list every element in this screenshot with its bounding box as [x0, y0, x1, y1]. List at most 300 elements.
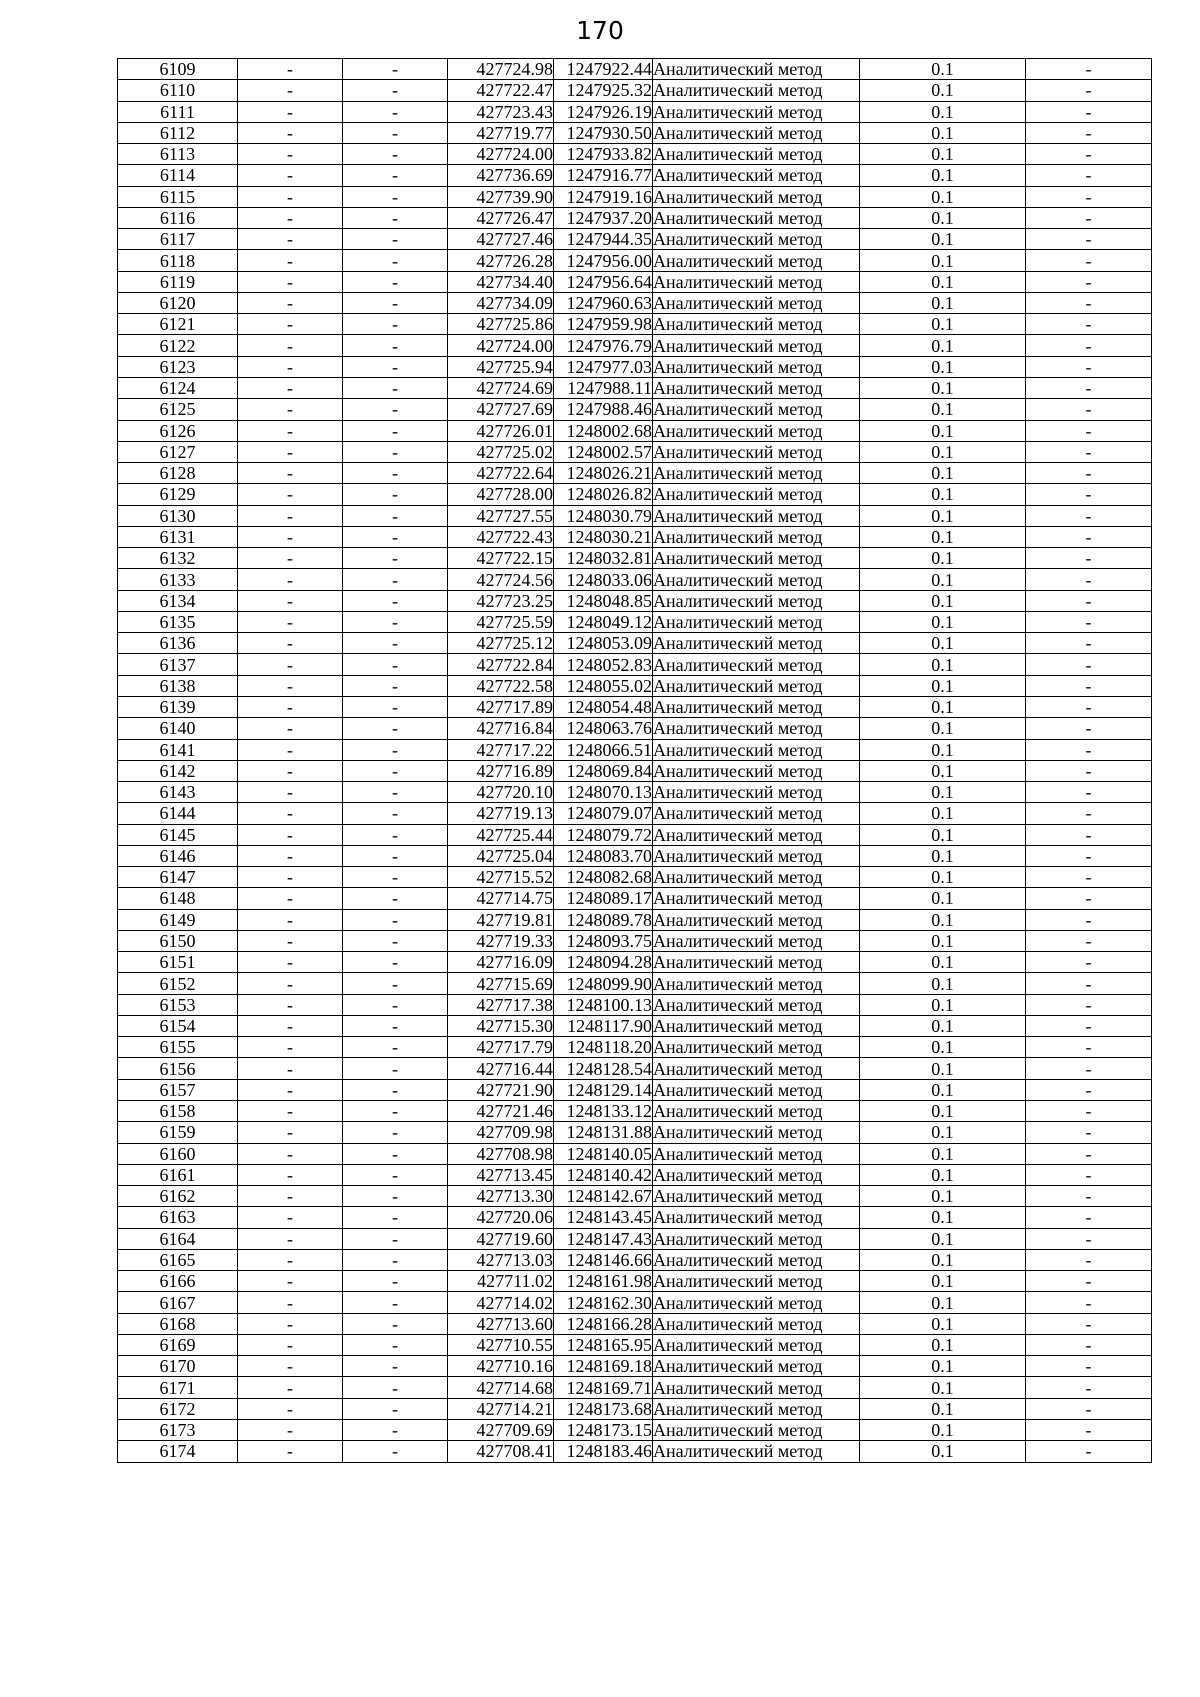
dash-cell: -: [1026, 165, 1152, 186]
point-number-cell: 6169: [118, 1334, 238, 1355]
dash-cell: -: [343, 122, 448, 143]
table-row: [118, 441, 1152, 462]
table-row: [118, 1249, 1152, 1270]
x-coordinate-cell: 427727.55: [448, 505, 554, 526]
y-coordinate-cell: 1248173.15: [554, 1420, 653, 1441]
accuracy-cell: 0.1: [860, 888, 1026, 909]
accuracy-cell: 0.1: [860, 377, 1026, 398]
dash-cell: -: [238, 1292, 343, 1313]
table-row: [118, 973, 1152, 994]
table-row: [118, 165, 1152, 186]
method-cell: Аналитический метод: [653, 101, 860, 122]
y-coordinate-cell: 1248118.20: [554, 1037, 653, 1058]
dash-cell: -: [343, 824, 448, 845]
x-coordinate-cell: 427725.86: [448, 314, 554, 335]
dash-cell: -: [1026, 1249, 1152, 1270]
accuracy-cell: 0.1: [860, 1292, 1026, 1313]
point-number-cell: 6158: [118, 1101, 238, 1122]
x-coordinate-cell: 427725.04: [448, 845, 554, 866]
dash-cell: -: [1026, 952, 1152, 973]
accuracy-cell: 0.1: [860, 1101, 1026, 1122]
dash-cell: -: [238, 718, 343, 739]
dash-cell: -: [1026, 675, 1152, 696]
dash-cell: -: [1026, 80, 1152, 101]
y-coordinate-cell: 1248183.46: [554, 1441, 653, 1462]
y-coordinate-cell: 1248117.90: [554, 1015, 653, 1036]
x-coordinate-cell: 427716.44: [448, 1058, 554, 1079]
method-cell: Аналитический метод: [653, 526, 860, 547]
dash-cell: -: [343, 250, 448, 271]
accuracy-cell: 0.1: [860, 930, 1026, 951]
x-coordinate-cell: 427720.06: [448, 1207, 554, 1228]
y-coordinate-cell: 1248099.90: [554, 973, 653, 994]
y-coordinate-cell: 1248147.43: [554, 1228, 653, 1249]
x-coordinate-cell: 427722.43: [448, 526, 554, 547]
dash-cell: -: [238, 973, 343, 994]
accuracy-cell: 0.1: [860, 782, 1026, 803]
dash-cell: -: [343, 271, 448, 292]
table-row: [118, 122, 1152, 143]
table-row: [118, 994, 1152, 1015]
coordinates-table: [117, 58, 1152, 1463]
y-coordinate-cell: 1248002.57: [554, 441, 653, 462]
dash-cell: -: [343, 1037, 448, 1058]
point-number-cell: 6119: [118, 271, 238, 292]
method-cell: Аналитический метод: [653, 760, 860, 781]
dash-cell: -: [238, 463, 343, 484]
table-row: [118, 1164, 1152, 1185]
method-cell: Аналитический метод: [653, 1377, 860, 1398]
x-coordinate-cell: 427722.58: [448, 675, 554, 696]
accuracy-cell: 0.1: [860, 229, 1026, 250]
method-cell: Аналитический метод: [653, 1249, 860, 1270]
point-number-cell: 6157: [118, 1079, 238, 1100]
dash-cell: -: [238, 548, 343, 569]
method-cell: Аналитический метод: [653, 1122, 860, 1143]
accuracy-cell: 0.1: [860, 824, 1026, 845]
dash-cell: -: [238, 994, 343, 1015]
point-number-cell: 6164: [118, 1228, 238, 1249]
dash-cell: -: [238, 1249, 343, 1270]
method-cell: Аналитический метод: [653, 930, 860, 951]
dash-cell: -: [343, 1271, 448, 1292]
point-number-cell: 6115: [118, 186, 238, 207]
accuracy-cell: 0.1: [860, 101, 1026, 122]
dash-cell: -: [238, 845, 343, 866]
dash-cell: -: [238, 314, 343, 335]
table-row: [118, 1186, 1152, 1207]
accuracy-cell: 0.1: [860, 696, 1026, 717]
x-coordinate-cell: 427719.33: [448, 930, 554, 951]
point-number-cell: 6122: [118, 335, 238, 356]
y-coordinate-cell: 1247977.03: [554, 356, 653, 377]
y-coordinate-cell: 1248053.09: [554, 633, 653, 654]
x-coordinate-cell: 427734.40: [448, 271, 554, 292]
dash-cell: -: [238, 505, 343, 526]
y-coordinate-cell: 1247916.77: [554, 165, 653, 186]
table-row: [118, 739, 1152, 760]
point-number-cell: 6146: [118, 845, 238, 866]
dash-cell: -: [1026, 356, 1152, 377]
dash-cell: -: [238, 1377, 343, 1398]
method-cell: Аналитический метод: [653, 1143, 860, 1164]
x-coordinate-cell: 427722.15: [448, 548, 554, 569]
table-row: [118, 633, 1152, 654]
dash-cell: -: [1026, 1101, 1152, 1122]
dash-cell: -: [343, 399, 448, 420]
point-number-cell: 6162: [118, 1186, 238, 1207]
x-coordinate-cell: 427720.10: [448, 782, 554, 803]
dash-cell: -: [238, 675, 343, 696]
dash-cell: -: [1026, 994, 1152, 1015]
table-row: [118, 909, 1152, 930]
dash-cell: -: [1026, 122, 1152, 143]
dash-cell: -: [1026, 760, 1152, 781]
dash-cell: -: [238, 441, 343, 462]
dash-cell: -: [1026, 888, 1152, 909]
accuracy-cell: 0.1: [860, 718, 1026, 739]
dash-cell: -: [343, 1058, 448, 1079]
accuracy-cell: 0.1: [860, 1058, 1026, 1079]
table-row: [118, 611, 1152, 632]
dash-cell: -: [343, 1143, 448, 1164]
dash-cell: -: [1026, 1207, 1152, 1228]
method-cell: Аналитический метод: [653, 399, 860, 420]
point-number-cell: 6130: [118, 505, 238, 526]
y-coordinate-cell: 1248052.83: [554, 654, 653, 675]
dash-cell: -: [1026, 186, 1152, 207]
accuracy-cell: 0.1: [860, 1356, 1026, 1377]
dash-cell: -: [1026, 207, 1152, 228]
y-coordinate-cell: 1247956.00: [554, 250, 653, 271]
dash-cell: -: [238, 229, 343, 250]
point-number-cell: 6129: [118, 484, 238, 505]
method-cell: Аналитический метод: [653, 1186, 860, 1207]
table-row: [118, 1292, 1152, 1313]
y-coordinate-cell: 1248142.67: [554, 1186, 653, 1207]
accuracy-cell: 0.1: [860, 526, 1026, 547]
dash-cell: -: [238, 867, 343, 888]
dash-cell: -: [238, 824, 343, 845]
x-coordinate-cell: 427724.00: [448, 144, 554, 165]
dash-cell: -: [343, 1249, 448, 1270]
accuracy-cell: 0.1: [860, 207, 1026, 228]
dash-cell: -: [343, 1420, 448, 1441]
table-row: [118, 590, 1152, 611]
method-cell: Аналитический метод: [653, 1101, 860, 1122]
point-number-cell: 6111: [118, 101, 238, 122]
dash-cell: -: [1026, 526, 1152, 547]
method-cell: Аналитический метод: [653, 356, 860, 377]
dash-cell: -: [343, 888, 448, 909]
table-row: [118, 888, 1152, 909]
y-coordinate-cell: 1248069.84: [554, 760, 653, 781]
x-coordinate-cell: 427717.38: [448, 994, 554, 1015]
dash-cell: -: [1026, 1271, 1152, 1292]
method-cell: Аналитический метод: [653, 186, 860, 207]
accuracy-cell: 0.1: [860, 952, 1026, 973]
y-coordinate-cell: 1248033.06: [554, 569, 653, 590]
x-coordinate-cell: 427721.46: [448, 1101, 554, 1122]
accuracy-cell: 0.1: [860, 569, 1026, 590]
dash-cell: -: [343, 994, 448, 1015]
table-row: [118, 377, 1152, 398]
dash-cell: -: [238, 484, 343, 505]
point-number-cell: 6154: [118, 1015, 238, 1036]
table-row: [118, 952, 1152, 973]
dash-cell: -: [343, 654, 448, 675]
dash-cell: -: [238, 1101, 343, 1122]
point-number-cell: 6128: [118, 463, 238, 484]
x-coordinate-cell: 427713.03: [448, 1249, 554, 1270]
method-cell: Аналитический метод: [653, 1228, 860, 1249]
accuracy-cell: 0.1: [860, 1143, 1026, 1164]
accuracy-cell: 0.1: [860, 505, 1026, 526]
dash-cell: -: [238, 1015, 343, 1036]
table-row: [118, 292, 1152, 313]
y-coordinate-cell: 1247976.79: [554, 335, 653, 356]
x-coordinate-cell: 427725.44: [448, 824, 554, 845]
point-number-cell: 6126: [118, 420, 238, 441]
method-cell: Аналитический метод: [653, 1207, 860, 1228]
point-number-cell: 6123: [118, 356, 238, 377]
dash-cell: -: [1026, 250, 1152, 271]
accuracy-cell: 0.1: [860, 1186, 1026, 1207]
point-number-cell: 6155: [118, 1037, 238, 1058]
accuracy-cell: 0.1: [860, 1207, 1026, 1228]
table-row: [118, 782, 1152, 803]
dash-cell: -: [343, 186, 448, 207]
dash-cell: -: [343, 803, 448, 824]
point-number-cell: 6142: [118, 760, 238, 781]
method-cell: Аналитический метод: [653, 420, 860, 441]
dash-cell: -: [238, 1122, 343, 1143]
dash-cell: -: [1026, 377, 1152, 398]
dash-cell: -: [238, 739, 343, 760]
accuracy-cell: 0.1: [860, 314, 1026, 335]
method-cell: Аналитический метод: [653, 1420, 860, 1441]
y-coordinate-cell: 1247925.32: [554, 80, 653, 101]
point-number-cell: 6152: [118, 973, 238, 994]
x-coordinate-cell: 427736.69: [448, 165, 554, 186]
table-row: [118, 186, 1152, 207]
method-cell: Аналитический метод: [653, 80, 860, 101]
dash-cell: -: [343, 611, 448, 632]
method-cell: Аналитический метод: [653, 1398, 860, 1419]
table-row: [118, 824, 1152, 845]
point-number-cell: 6145: [118, 824, 238, 845]
table-row: [118, 1101, 1152, 1122]
dash-cell: -: [238, 165, 343, 186]
dash-cell: -: [1026, 1398, 1152, 1419]
point-number-cell: 6148: [118, 888, 238, 909]
dash-cell: -: [238, 526, 343, 547]
y-coordinate-cell: 1248083.70: [554, 845, 653, 866]
dash-cell: -: [1026, 782, 1152, 803]
x-coordinate-cell: 427722.64: [448, 463, 554, 484]
y-coordinate-cell: 1248002.68: [554, 420, 653, 441]
dash-cell: -: [238, 782, 343, 803]
dash-cell: -: [343, 1377, 448, 1398]
dash-cell: -: [238, 952, 343, 973]
method-cell: Аналитический метод: [653, 675, 860, 696]
accuracy-cell: 0.1: [860, 1334, 1026, 1355]
y-coordinate-cell: 1248169.71: [554, 1377, 653, 1398]
table-row: [118, 59, 1152, 80]
method-cell: Аналитический метод: [653, 484, 860, 505]
method-cell: Аналитический метод: [653, 1292, 860, 1313]
method-cell: Аналитический метод: [653, 782, 860, 803]
method-cell: Аналитический метод: [653, 973, 860, 994]
y-coordinate-cell: 1248094.28: [554, 952, 653, 973]
dash-cell: -: [343, 1164, 448, 1185]
y-coordinate-cell: 1248063.76: [554, 718, 653, 739]
dash-cell: -: [343, 930, 448, 951]
x-coordinate-cell: 427717.22: [448, 739, 554, 760]
y-coordinate-cell: 1248066.51: [554, 739, 653, 760]
method-cell: Аналитический метод: [653, 909, 860, 930]
accuracy-cell: 0.1: [860, 292, 1026, 313]
accuracy-cell: 0.1: [860, 909, 1026, 930]
point-number-cell: 6112: [118, 122, 238, 143]
dash-cell: -: [343, 675, 448, 696]
dash-cell: -: [238, 654, 343, 675]
x-coordinate-cell: 427708.98: [448, 1143, 554, 1164]
table-row: [118, 1122, 1152, 1143]
accuracy-cell: 0.1: [860, 1037, 1026, 1058]
dash-cell: -: [343, 569, 448, 590]
point-number-cell: 6163: [118, 1207, 238, 1228]
dash-cell: -: [1026, 611, 1152, 632]
dash-cell: -: [343, 463, 448, 484]
point-number-cell: 6117: [118, 229, 238, 250]
dash-cell: -: [1026, 739, 1152, 760]
dash-cell: -: [238, 1313, 343, 1334]
y-coordinate-cell: 1248030.21: [554, 526, 653, 547]
y-coordinate-cell: 1248140.05: [554, 1143, 653, 1164]
table-row: [118, 250, 1152, 271]
dash-cell: -: [1026, 314, 1152, 335]
dash-cell: -: [238, 1356, 343, 1377]
table-row: [118, 1313, 1152, 1334]
table-row: [118, 696, 1152, 717]
accuracy-cell: 0.1: [860, 633, 1026, 654]
method-cell: Аналитический метод: [653, 739, 860, 760]
table-row: [118, 1420, 1152, 1441]
point-number-cell: 6121: [118, 314, 238, 335]
dash-cell: -: [343, 845, 448, 866]
x-coordinate-cell: 427717.79: [448, 1037, 554, 1058]
table-row: [118, 569, 1152, 590]
dash-cell: -: [343, 526, 448, 547]
dash-cell: -: [343, 165, 448, 186]
dash-cell: -: [343, 548, 448, 569]
table-row: [118, 271, 1152, 292]
method-cell: Аналитический метод: [653, 335, 860, 356]
dash-cell: -: [1026, 930, 1152, 951]
point-number-cell: 6131: [118, 526, 238, 547]
dash-cell: -: [238, 80, 343, 101]
y-coordinate-cell: 1247960.63: [554, 292, 653, 313]
dash-cell: -: [343, 207, 448, 228]
point-number-cell: 6133: [118, 569, 238, 590]
dash-cell: -: [238, 1441, 343, 1462]
point-number-cell: 6144: [118, 803, 238, 824]
accuracy-cell: 0.1: [860, 845, 1026, 866]
point-number-cell: 6153: [118, 994, 238, 1015]
y-coordinate-cell: 1248143.45: [554, 1207, 653, 1228]
x-coordinate-cell: 427722.47: [448, 80, 554, 101]
y-coordinate-cell: 1247919.16: [554, 186, 653, 207]
dash-cell: -: [1026, 569, 1152, 590]
accuracy-cell: 0.1: [860, 399, 1026, 420]
accuracy-cell: 0.1: [860, 420, 1026, 441]
table-row: [118, 548, 1152, 569]
dash-cell: -: [238, 1143, 343, 1164]
dash-cell: -: [238, 1058, 343, 1079]
dash-cell: -: [343, 1015, 448, 1036]
method-cell: Аналитический метод: [653, 952, 860, 973]
accuracy-cell: 0.1: [860, 1313, 1026, 1334]
x-coordinate-cell: 427722.84: [448, 654, 554, 675]
dash-cell: -: [1026, 867, 1152, 888]
x-coordinate-cell: 427723.43: [448, 101, 554, 122]
table-row: [118, 718, 1152, 739]
y-coordinate-cell: 1248048.85: [554, 590, 653, 611]
accuracy-cell: 0.1: [860, 1398, 1026, 1419]
y-coordinate-cell: 1248049.12: [554, 611, 653, 632]
x-coordinate-cell: 427716.09: [448, 952, 554, 973]
table-row: [118, 1015, 1152, 1036]
point-number-cell: 6124: [118, 377, 238, 398]
method-cell: Аналитический метод: [653, 377, 860, 398]
method-cell: Аналитический метод: [653, 569, 860, 590]
point-number-cell: 6166: [118, 1271, 238, 1292]
dash-cell: -: [1026, 824, 1152, 845]
dash-cell: -: [343, 101, 448, 122]
method-cell: Аналитический метод: [653, 548, 860, 569]
dash-cell: -: [343, 1122, 448, 1143]
dash-cell: -: [1026, 1356, 1152, 1377]
accuracy-cell: 0.1: [860, 611, 1026, 632]
table-row: [118, 1228, 1152, 1249]
y-coordinate-cell: 1248161.98: [554, 1271, 653, 1292]
method-cell: Аналитический метод: [653, 463, 860, 484]
accuracy-cell: 0.1: [860, 59, 1026, 80]
y-coordinate-cell: 1248026.21: [554, 463, 653, 484]
dash-cell: -: [343, 335, 448, 356]
dash-cell: -: [238, 803, 343, 824]
dash-cell: -: [343, 292, 448, 313]
accuracy-cell: 0.1: [860, 654, 1026, 675]
dash-cell: -: [238, 271, 343, 292]
dash-cell: -: [238, 1207, 343, 1228]
point-number-cell: 6134: [118, 590, 238, 611]
point-number-cell: 6113: [118, 144, 238, 165]
x-coordinate-cell: 427719.81: [448, 909, 554, 930]
dash-cell: -: [1026, 548, 1152, 569]
table-row: [118, 526, 1152, 547]
method-cell: Аналитический метод: [653, 250, 860, 271]
y-coordinate-cell: 1248133.12: [554, 1101, 653, 1122]
dash-cell: -: [1026, 803, 1152, 824]
dash-cell: -: [238, 569, 343, 590]
x-coordinate-cell: 427726.47: [448, 207, 554, 228]
table-body: [118, 59, 1152, 1463]
dash-cell: -: [238, 250, 343, 271]
accuracy-cell: 0.1: [860, 1441, 1026, 1462]
accuracy-cell: 0.1: [860, 867, 1026, 888]
